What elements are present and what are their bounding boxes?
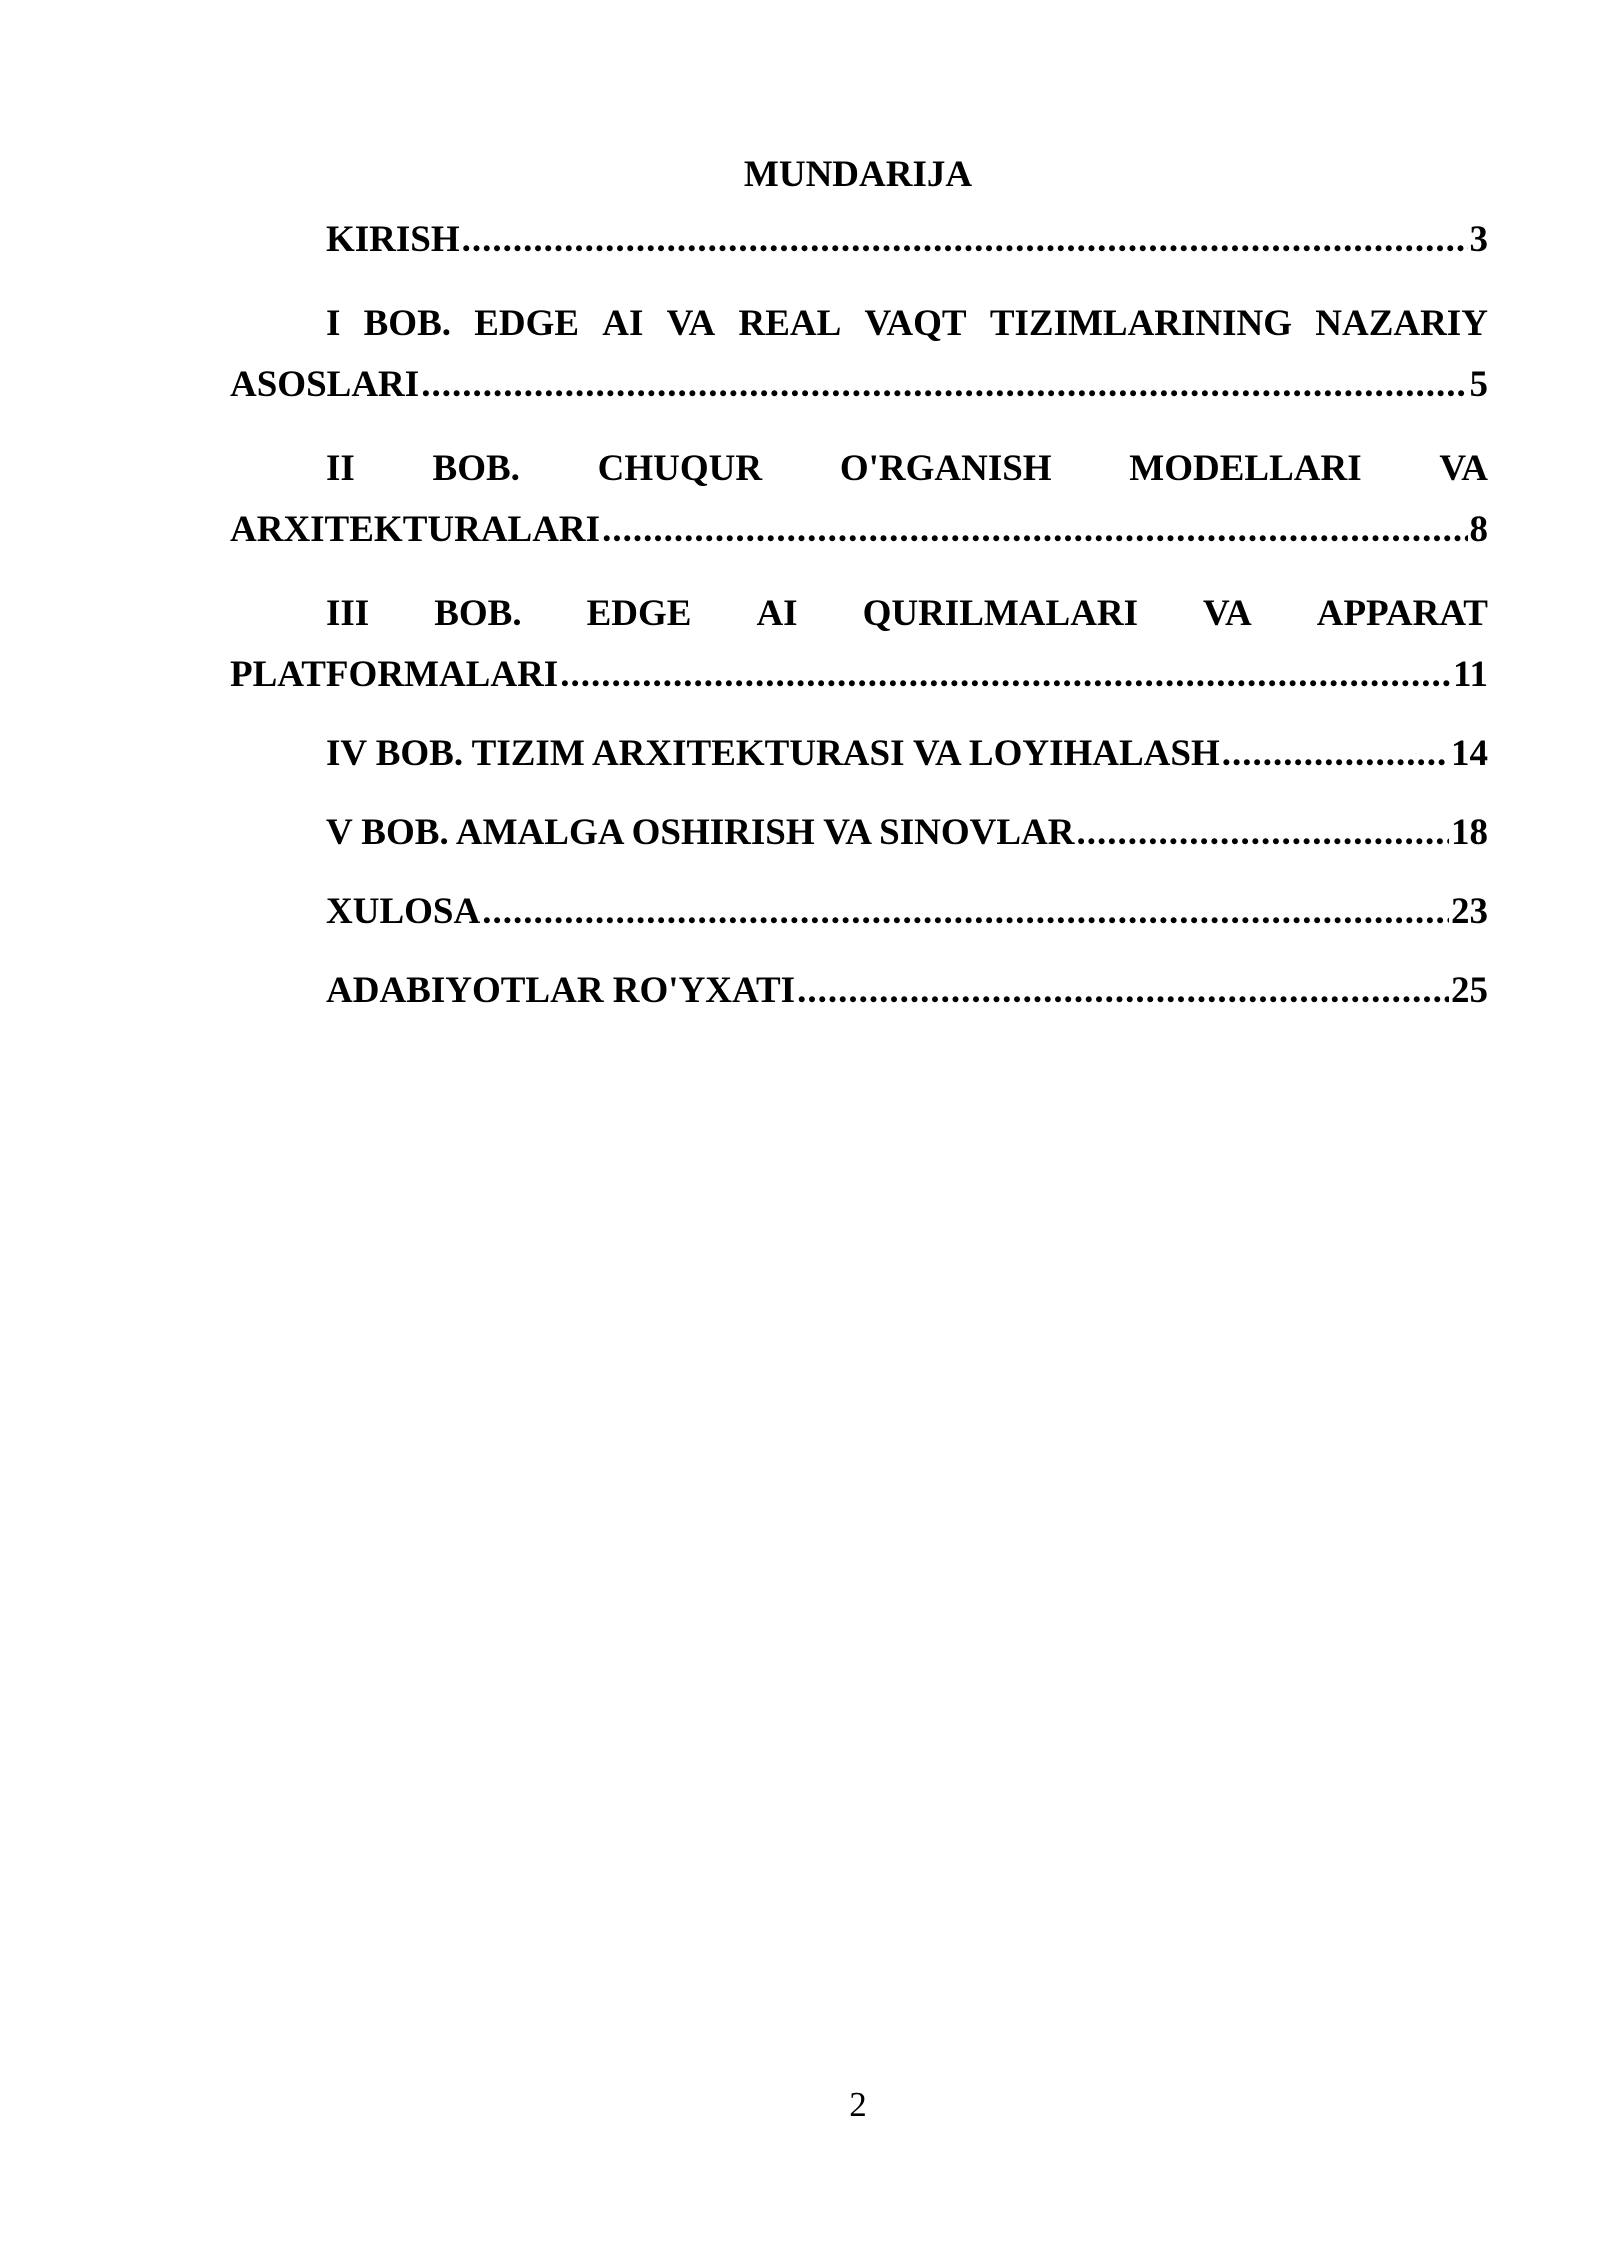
toc-entry-title: XULOSA [326, 891, 481, 932]
toc-heading [0, 152, 1600, 198]
toc-word: BOB. [432, 448, 520, 489]
toc-entry-kirish[interactable] [230, 212, 1488, 268]
toc-entry-chapter-3[interactable] [230, 581, 1488, 703]
toc-entry-title-line1 [230, 581, 1488, 647]
page-number: 2 [849, 2085, 867, 2124]
toc-word: VA [1203, 593, 1252, 634]
toc-entry-title: ADABIYOTLAR RO'YXATI [326, 970, 796, 1011]
toc-word: EDGE [474, 303, 580, 344]
toc-entry-title-line1 [230, 436, 1488, 502]
toc-word: VA [666, 303, 716, 344]
toc-entry-chapter-4[interactable] [230, 726, 1488, 782]
toc-entry-page: 14 [1451, 733, 1488, 774]
toc-entry-chapter-1[interactable] [230, 291, 1488, 413]
toc-heading-text: MUNDARIJA [743, 154, 973, 195]
toc-word: REAL [738, 303, 842, 344]
dot-leader [1222, 726, 1449, 782]
toc-entry-page: 18 [1451, 812, 1488, 853]
toc-word: EDGE [586, 593, 692, 634]
dot-leader [797, 963, 1449, 1019]
dot-leader [482, 884, 1449, 940]
toc-word: NAZARIY [1315, 303, 1488, 344]
dot-leader [421, 357, 1467, 413]
toc-entry-page: 25 [1451, 970, 1488, 1011]
toc-word: VA [1439, 448, 1488, 489]
toc-entry-title: IV BOB. TIZIM ARXITEKTURASI VA LOYIHALASH [326, 733, 1220, 774]
toc-entry-chapter-2[interactable] [230, 436, 1488, 558]
toc-entry-adabiyotlar[interactable] [230, 963, 1488, 1019]
toc-word: VAQT [864, 303, 967, 344]
dot-leader [602, 502, 1467, 558]
toc-word: AI [756, 593, 798, 634]
toc-entry-title: V BOB. AMALGA OSHIRISH VA SINOVLAR [326, 812, 1075, 853]
dot-leader [462, 212, 1468, 268]
toc-word: BOB. [434, 593, 522, 634]
toc-entry-xulosa[interactable] [230, 884, 1488, 940]
dot-leader [560, 647, 1451, 703]
toc-word: III [326, 593, 370, 634]
toc-word: CHUQUR [597, 448, 763, 489]
toc-entry-page: 8 [1469, 509, 1488, 550]
toc-word: TIZIMLARINING [989, 303, 1293, 344]
toc-entry-title: KIRISH [326, 219, 460, 260]
toc-word: APPARAT [1316, 593, 1488, 634]
toc-word: I [326, 303, 341, 344]
toc-word: MODELLARI [1129, 448, 1362, 489]
toc-entry-chapter-5[interactable] [230, 805, 1488, 861]
toc-word: O'RGANISH [839, 448, 1052, 489]
toc-entry-title-line2 [230, 357, 1488, 413]
toc-word: QURILMALARI [862, 593, 1139, 634]
toc-entry-title-cont: PLATFORMALARI [230, 654, 559, 695]
toc-entry-page: 3 [1469, 219, 1488, 260]
toc-entry-title-cont: ARXITEKTURALARI [230, 509, 601, 550]
toc-entry-title-line1 [230, 291, 1488, 357]
toc-entry-title-cont: ASOSLARI [230, 364, 420, 405]
toc-word: BOB. [363, 303, 451, 344]
toc-entry-title-line2 [230, 647, 1488, 703]
toc-entry-title-line2 [230, 502, 1488, 558]
table-of-contents [230, 212, 1488, 1042]
toc-entry-page: 23 [1451, 891, 1488, 932]
toc-word: AI [602, 303, 644, 344]
toc-entry-page: 11 [1453, 654, 1488, 695]
toc-word: II [326, 448, 355, 489]
dot-leader [1076, 805, 1449, 861]
toc-entry-page: 5 [1469, 364, 1488, 405]
